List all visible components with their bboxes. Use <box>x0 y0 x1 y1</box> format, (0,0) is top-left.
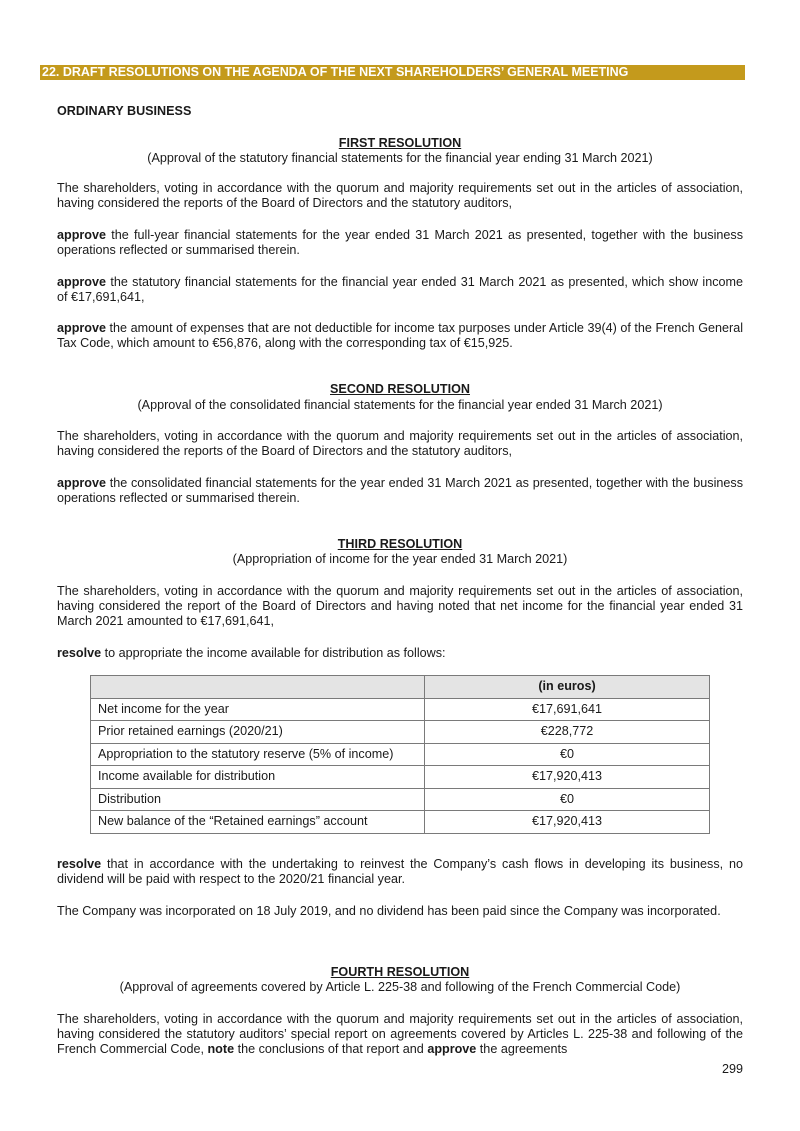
second-resolution-paragraph-1: The shareholders, voting in accordance with the quorum and majority requirements set out in the articles of association, having considered the reports of the Board of Directors and the statutory auditors, <box>57 429 743 458</box>
row-value: €0 <box>425 788 710 811</box>
second-resolution-title: SECOND RESOLUTION <box>330 382 470 396</box>
section-header-bar <box>40 65 745 80</box>
first-resolution-paragraph-1: The shareholders, voting in accordance with the quorum and majority requirements set out in the articles of association, having considered the reports of the Board of Directors and the statutory auditors, <box>57 181 743 210</box>
table-header-value: (in euros) <box>425 676 710 699</box>
row-label: Income available for distribution <box>91 766 425 789</box>
third-resolution-paragraph-4: The Company was incorporated on 18 July 2019, and no dividend has been paid since the Company was incorporated. <box>57 904 721 918</box>
first-resolution-paragraph-4: approve the amount of expenses that are not deductible for income tax purposes under Article 39(4) of the French General Tax Code, which amount to €56,876, along with the corresponding tax of €15,925. <box>57 321 743 350</box>
third-resolution-paragraph-2: resolve to appropriate the income available for distribution as follows: <box>57 646 446 660</box>
row-value: €228,772 <box>425 721 710 744</box>
third-resolution-paragraph-3: resolve that in accordance with the undertaking to reinvest the Company’s cash flows in developing its business, no dividend will be paid with respect to the 2020/21 financial year. <box>57 857 743 886</box>
third-resolution-title: THIRD RESOLUTION <box>337 537 463 551</box>
fourth-resolution-title: FOURTH RESOLUTION <box>330 965 470 979</box>
second-resolution-subtitle: (Approval of the consolidated financial statements for the financial year ended 31 March 2021) <box>137 398 663 412</box>
fourth-resolution-paragraph-1: The shareholders, voting in accordance with the quorum and majority requirements set out in the articles of association, having considered the statutory auditors’ special report on agreements covered by Articles L. 225-38 and following of the French Commercial Code, note the conclusions of that report and approve the agreements <box>57 1012 743 1056</box>
row-label: New balance of the “Retained earnings” account <box>91 811 425 834</box>
row-label: Prior retained earnings (2020/21) <box>91 721 425 744</box>
third-resolution-paragraph-1: The shareholders, voting in accordance with the quorum and majority requirements set out in the articles of association, having considered the report of the Board of Directors and having noted that net income for the financial year ended 31 March 2021 amounted to €17,691,641, <box>57 584 743 628</box>
keyword-resolve: resolve <box>57 646 102 660</box>
first-resolution-title: FIRST RESOLUTION <box>338 136 462 150</box>
keyword-approve: approve <box>57 228 106 242</box>
first-resolution-subtitle: (Approval of the statutory financial statements for the financial year ending 31 March 2021) <box>147 151 653 165</box>
table-header-row <box>91 676 710 699</box>
second-resolution-paragraph-2: approve the consolidated financial statements for the year ended 31 March 2021 as presented, together with the business operations reflected or summarised therein. <box>57 476 743 505</box>
keyword-approve: approve <box>427 1042 477 1056</box>
row-label: Net income for the year <box>91 698 425 721</box>
fourth-resolution-subtitle: (Approval of agreements covered by Article L. 225-38 and following of the French Commercial Code) <box>119 980 681 994</box>
income-appropriation-table <box>90 675 710 834</box>
table-row <box>91 788 710 811</box>
first-resolution-paragraph-3: approve the statutory financial statements for the financial year ended 31 March 2021 as presented, which show income of €17,691,641, <box>57 275 743 304</box>
section-heading: ORDINARY BUSINESS <box>57 104 192 118</box>
keyword-approve: approve <box>57 476 106 490</box>
table-row <box>91 743 710 766</box>
first-resolution-paragraph-2: approve the full-year financial statements for the year ended 31 March 2021 as presented, together with the business operations reflected or summarised therein. <box>57 228 743 257</box>
keyword-approve: approve <box>57 321 106 335</box>
keyword-resolve: resolve <box>57 857 102 871</box>
table-header-blank <box>91 676 425 699</box>
row-label: Distribution <box>91 788 425 811</box>
section-header-title: 22. DRAFT RESOLUTIONS ON THE AGENDA OF THE NEXT SHAREHOLDERS’ GENERAL MEETING <box>42 65 629 79</box>
row-value: €17,691,641 <box>425 698 710 721</box>
row-value: €17,920,413 <box>425 811 710 834</box>
table-row <box>91 811 710 834</box>
keyword-note: note <box>207 1042 235 1056</box>
keyword-approve: approve <box>57 275 106 289</box>
table-row <box>91 766 710 789</box>
row-value: €17,920,413 <box>425 766 710 789</box>
third-resolution-subtitle: (Appropriation of income for the year ended 31 March 2021) <box>232 552 568 566</box>
table-row <box>91 698 710 721</box>
row-label: Appropriation to the statutory reserve (5% of income) <box>91 743 425 766</box>
row-value: €0 <box>425 743 710 766</box>
table-row <box>91 721 710 744</box>
page-number: 299 <box>721 1062 743 1076</box>
